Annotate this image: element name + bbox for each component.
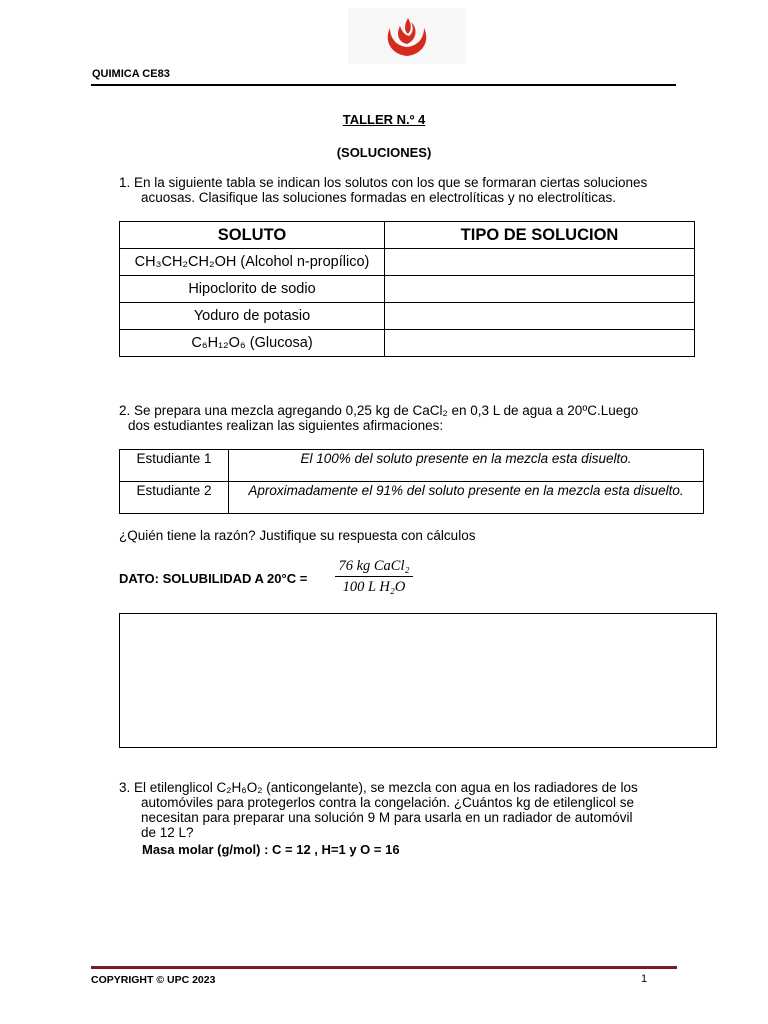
course-code: QUIMICA CE83 [92, 68, 170, 80]
fraction-numerator: 76 kg CaCl₂ [335, 558, 413, 577]
copyright: COPYRIGHT © UPC 2023 [91, 974, 216, 986]
table-row [120, 303, 695, 330]
answer-box[interactable] [119, 613, 717, 748]
solubility-label: DATO: SOLUBILIDAD A 20°C = [119, 571, 308, 586]
table-row [120, 450, 704, 482]
header-soluto: SOLUTO [120, 222, 385, 249]
question-2-line2: dos estudiantes realizan las siguientes afirmaciones: [128, 418, 444, 433]
student-name: Estudiante 1 [120, 450, 229, 482]
question-3-line4: de 12 L? [141, 825, 194, 840]
table-row [120, 249, 695, 276]
page-subtitle: (SOLUCIONES) [336, 145, 432, 160]
table-row [120, 330, 695, 357]
solubility-fraction [335, 558, 413, 596]
question-1-line2: acuosas. Clasifique las soluciones formadas en electrolíticas y no electrolíticas. [141, 190, 616, 205]
question-3-line1: 3. El etilenglicol C₂H₆O₂ (anticongelante), se mezcla con agua en los radiadores de los [119, 780, 638, 795]
footer-rule [91, 966, 677, 969]
tipo-cell[interactable] [385, 276, 695, 303]
question-3-line3: necesitan para preparar una solución 9 M para usarla en un radiador de automóvil [141, 810, 633, 825]
table-row [120, 482, 704, 514]
tipo-cell[interactable] [385, 249, 695, 276]
page-number: 1 [641, 973, 648, 985]
student-claim: El 100% del soluto presente en la mezcla esta disuelto. [229, 450, 704, 482]
question-1 [119, 175, 699, 205]
soluto-cell: Hipoclorito de sodio [120, 276, 385, 303]
student-claim: Aproximadamente el 91% del soluto presente en la mezcla esta disuelto. [229, 482, 704, 514]
question-2-line1: 2. Se prepara una mezcla agregando 0,25 kg de CaCl₂ en 0,3 L de agua a 20ºC.Luego [119, 403, 639, 418]
table-row [120, 276, 695, 303]
tipo-cell[interactable] [385, 330, 695, 357]
header-tipo: TIPO DE SOLUCION [385, 222, 695, 249]
student-name: Estudiante 2 [120, 482, 229, 514]
solutes-header-row [120, 222, 695, 249]
molar-mass-data: Masa molar (g/mol) : C = 12 , H=1 y O = 16 [142, 842, 400, 857]
page-title: TALLER N.º 4 [342, 112, 426, 127]
question-2 [119, 403, 699, 433]
tipo-cell[interactable] [385, 303, 695, 330]
soluto-cell: C₆H₁₂O₆ (Glucosa) [120, 330, 385, 357]
question-1-line1: 1. En la siguiente tabla se indican los solutos con los que se formaran ciertas soluciones [119, 175, 648, 190]
header-rule [91, 84, 676, 86]
question-3 [119, 780, 679, 840]
upc-logo [348, 8, 466, 64]
question-3-line2: automóviles para protegerlos contra la congelación. ¿Cuántos kg de etilenglicol se [141, 795, 635, 810]
question-2-prompt: ¿Quién tiene la razón? Justifique su respuesta con cálculos [119, 528, 476, 543]
solutes-table [119, 221, 695, 357]
students-table [119, 449, 704, 514]
upc-logo-icon [382, 14, 432, 58]
soluto-cell: CH₃CH₂CH₂OH (Alcohol n-propílico) [120, 249, 385, 276]
soluto-cell: Yoduro de potasio [120, 303, 385, 330]
fraction-denominator: 100 L H₂O [342, 579, 406, 595]
